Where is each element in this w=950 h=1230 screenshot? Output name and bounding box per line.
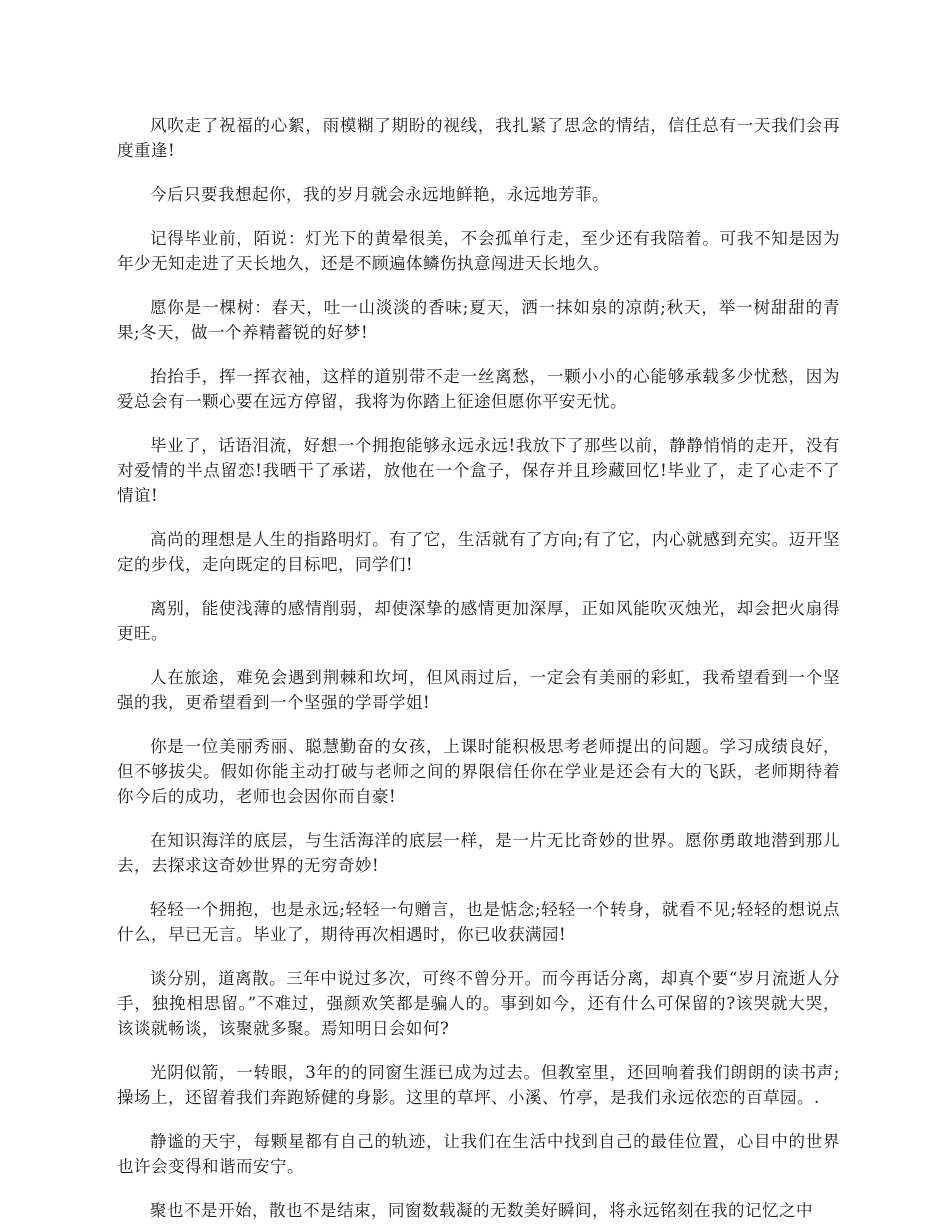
paragraph-1: 风吹走了祝福的心絮，雨模糊了期盼的视线，我扎紧了思念的情结，信任总有一天我们会再度重逢! (117, 116, 840, 160)
paragraph-12: 轻轻一个拥抱，也是永远;轻轻一句赠言，也是惦念;轻轻一个转身，就看不见;轻轻的想说点什么，早已无言。毕业了，期待再次相遇时，你已收获满园! (117, 900, 840, 944)
paragraph-9: 人在旅途，难免会遇到荆棘和坎坷，但风雨过后，一定会有美丽的彩虹，我希望看到一个坚强的我，更希望看到一个坚强的学哥学姐! (117, 668, 840, 712)
paragraph-13: 谈分别，道离散。三年中说过多次，可终不曾分开。而今再话分离，却真个要“岁月流逝人分手，独挽相思留。”不难过，强颜欢笑都是骗人的。事到如今，还有什么可保留的?该哭就大哭，该谈就畅谈，该聚就多聚。焉知明日会如何? (117, 969, 840, 1038)
paragraph-16: 聚也不是开始，散也不是结束，同窗数载凝的无数美好瞬间，将永远铭刻在我的记忆之中 (150, 1201, 813, 1220)
paragraph-8: 离别，能使浅薄的感情削弱，却使深挚的感情更加深厚，正如风能吹灭烛光，却会把火扇得更旺。 (117, 599, 840, 643)
paragraph-5: 抬抬手，挥一挥衣袖，这样的道别带不走一丝离愁，一颗小小的心能够承载多少忧愁，因为爱总会有一颗心要在远方停留，我将为你踏上征途但愿你平安无忧。 (117, 367, 840, 411)
paragraph-4: 愿你是一棵树：春天，吐一山淡淡的香味;夏天，洒一抹如泉的凉荫;秋天，举一树甜甜的青果;冬天，做一个养精蓄锐的好梦! (117, 298, 840, 342)
paragraph-11: 在知识海洋的底层，与生活海洋的底层一样，是一片无比奇妙的世界。愿你勇敢地潜到那儿去，去探求这奇妙世界的无穷奇妙! (117, 831, 840, 875)
paragraph-15: 静谧的天宇，每颗星都有自己的轨迹，让我们在生活中找到自己的最佳位置，心目中的世界也许会变得和谐而安宁。 (117, 1132, 840, 1176)
paragraph-6: 毕业了，话语泪流，好想一个拥抱能够永远永远!我放下了那些以前，静静悄悄的走开，没有对爱情的半点留恋!我晒干了承诺，放他在一个盒子，保存并且珍藏回忆!毕业了，走了心走不了情谊! (117, 436, 840, 505)
paragraph-3: 记得毕业前，陌说：灯光下的黄晕很美，不会孤单行走，至少还有我陪着。可我不知是因为年少无知走进了天长地久，还是不顾遍体鳞伤执意闯进天长地久。 (117, 229, 840, 273)
paragraph-14: 光阴似箭，一转眼，3年的的同窗生涯已成为过去。但教室里，还回响着我们朗朗的读书声;操场上，还留着我们奔跑矫健的身影。这里的草坪、小溪、竹亭，是我们永远依恋的百草园。. (117, 1063, 840, 1107)
paragraph-10: 你是一位美丽秀丽、聪慧勤奋的女孩，上课时能积极思考老师提出的问题。学习成绩良好，但不够拔尖。假如你能主动打破与老师之间的界限信任你在学业是还会有大的飞跃，老师期待着你今后的成功，老师也会因你而自豪! (117, 737, 840, 806)
paragraph-7: 高尚的理想是人生的指路明灯。有了它，生活就有了方向;有了它，内心就感到充实。迈开坚定的步伐，走向既定的目标吧，同学们! (117, 530, 840, 574)
paragraph-2: 今后只要我想起你，我的岁月就会永远地鲜艳，永远地芳菲。 (150, 185, 609, 204)
